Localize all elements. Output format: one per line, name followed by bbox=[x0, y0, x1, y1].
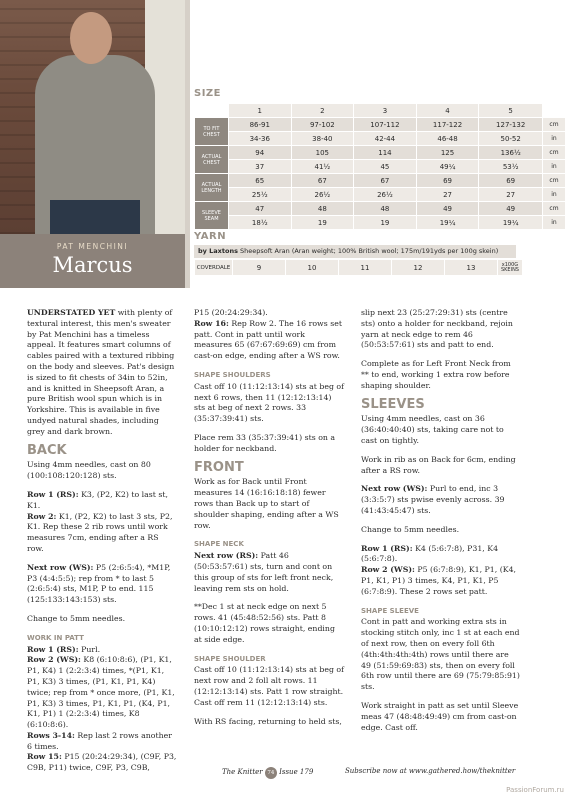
row-text: P15 (20:24:29:34). bbox=[194, 308, 268, 317]
cell: 46-48 bbox=[416, 132, 479, 146]
row-text: Rep last 2 rows another 6 times. bbox=[27, 730, 172, 751]
cell: 65 bbox=[228, 174, 291, 188]
cell: 117-122 bbox=[416, 118, 479, 132]
paragraph: **Dec 1 st at neck edge on next 5 rows. 41 (45:48:52:56) sts. Patt 8 (10:10:12:12) rows straight, ending at side edge. bbox=[194, 602, 335, 644]
paragraph: Using 4mm needles, cast on 36 (36:40:40:40) sts, taking care not to cast on tightly. bbox=[361, 414, 504, 445]
cell: 53½ bbox=[479, 160, 543, 174]
cell: 12 bbox=[392, 260, 445, 276]
cell: 18½ bbox=[228, 216, 291, 230]
watermark: PassionForum.ru bbox=[506, 786, 564, 794]
cell: 94 bbox=[228, 146, 291, 160]
unit: cm bbox=[542, 146, 565, 160]
unit: in bbox=[542, 216, 565, 230]
cell: 67 bbox=[291, 174, 354, 188]
row-text: Purl. bbox=[78, 644, 101, 654]
subheading: SHAPE SLEEVE bbox=[361, 606, 419, 615]
paragraph: Using 4mm needles, cast on 80 (100:108:120:128) sts. bbox=[27, 460, 151, 481]
shade-name: COVERDALE bbox=[195, 260, 233, 276]
yarn-heading: YARN bbox=[194, 231, 227, 242]
cell: 69 bbox=[416, 174, 479, 188]
row-text: K1, (P2, K2) to last 3 sts, P2, K1. Rep these 2 rib rows until work measures 7cm, ending after a RS row. bbox=[27, 511, 173, 553]
paragraph: Cast off 10 (11:12:13:14) sts at beg of next row and 2 foll alt rows. 11 (12:12:13:14) sts. Patt 1 row straight. Cast off rem 11 (12:12:13:14) sts. bbox=[194, 665, 344, 707]
cell: 25½ bbox=[228, 188, 291, 202]
subheading: WORK IN PATT bbox=[27, 633, 84, 642]
cell: 19¼ bbox=[479, 216, 543, 230]
cell: 49 bbox=[416, 202, 479, 216]
footer-magazine bbox=[222, 767, 313, 779]
cell: 41½ bbox=[291, 160, 354, 174]
cell: 50-52 bbox=[479, 132, 543, 146]
unit: x100G SKEINS bbox=[498, 260, 523, 276]
row-text: P15 (20:24:29:34), (C9F, P3, C9B, P11) twice, C9F, P3, C9B, bbox=[27, 752, 177, 773]
row-label: Next row (WS): bbox=[27, 562, 94, 572]
unit: in bbox=[542, 188, 565, 202]
cell: 42-44 bbox=[354, 132, 417, 146]
sleeves-heading: SLEEVES bbox=[361, 396, 425, 412]
intro bbox=[27, 308, 177, 438]
cell: 125 bbox=[416, 146, 479, 160]
paragraph bbox=[361, 544, 521, 598]
row-label: Row 1 (RS): bbox=[27, 489, 79, 499]
row-label: Row 2 (WS): bbox=[27, 655, 81, 665]
unit: cm bbox=[542, 174, 565, 188]
yarn-detail: Sheepsoft Aran (Aran weight; 100% British wool; 175m/191yds per 100g skein) bbox=[237, 247, 499, 255]
paragraph: Work in rib as on Back for 6cm, ending after a RS row. bbox=[361, 454, 516, 475]
row-label: Next row (RS): bbox=[194, 551, 259, 561]
unit: cm bbox=[542, 202, 565, 216]
issue-label: Issue 179 bbox=[279, 768, 314, 776]
paragraph: Change to 5mm needles. bbox=[361, 524, 460, 534]
paragraph bbox=[194, 551, 344, 594]
cell: 49 bbox=[479, 202, 543, 216]
title-banner bbox=[0, 234, 185, 288]
cell: 86-91 bbox=[228, 118, 291, 132]
row-label: Row 1 (RS): bbox=[361, 543, 413, 553]
subheading: SHAPE SHOULDER bbox=[194, 654, 266, 663]
paragraph: With RS facing, returning to held sts, bbox=[194, 716, 342, 726]
row-label: Row 2: bbox=[27, 511, 57, 521]
subheading: SHAPE NECK bbox=[194, 540, 244, 549]
paragraph bbox=[27, 563, 177, 606]
subheading: SHAPE SHOULDERS bbox=[194, 370, 271, 379]
cell: 19 bbox=[291, 216, 354, 230]
paragraph: Cont in patt and working extra sts in stocking stitch only, inc 1 st at each end of next row, then on every foll 6th (4th:4th:4th:4th) rows until there are 49 (51:59:69:83) sts, then on every foll 6th row until there are 69 (75:79:85:91) sts. bbox=[361, 617, 520, 692]
cell: 34-36 bbox=[228, 132, 291, 146]
cell: 49¼ bbox=[416, 160, 479, 174]
row-text: Purl to end, inc 3 (3:3:5:7) sts pwise evenly across. 39 (41:43:45:47) sts. bbox=[361, 484, 505, 515]
row-label: SLEEVE SEAM bbox=[195, 202, 229, 230]
yarn-table bbox=[194, 259, 523, 276]
unit: cm bbox=[542, 118, 565, 132]
yarn-brand: by Laxtons bbox=[198, 247, 238, 255]
row-label: ACTUAL LENGTH bbox=[195, 174, 229, 202]
row-label: Row 1 (RS): bbox=[27, 644, 79, 654]
column-3 bbox=[361, 308, 521, 741]
cell: 48 bbox=[291, 202, 354, 216]
cell: 105 bbox=[291, 146, 354, 160]
cell: 19 bbox=[354, 216, 417, 230]
paragraph: slip next 23 (25:27:29:31) sts (centre sts) onto a holder for neckband, rejoin yarn at neck edge to rem 46 (50:53:57:61) sts and patt to end. bbox=[361, 308, 513, 350]
intro-lead: UNDERSTATED YET bbox=[27, 308, 116, 317]
cell: 26½ bbox=[291, 188, 354, 202]
cell: 136½ bbox=[479, 146, 543, 160]
cell: 97-102 bbox=[291, 118, 354, 132]
row-text: Patt 46 (50:53:57:61) sts, turn and cont on this group of sts for left front neck, leaving rem sts on hold. bbox=[194, 551, 334, 593]
pattern-title: Marcus bbox=[52, 253, 133, 277]
cell: 11 bbox=[339, 260, 392, 276]
row-label: Row 16: bbox=[194, 318, 229, 328]
cell: 27 bbox=[416, 188, 479, 202]
row-label: Row 2 (WS): bbox=[361, 565, 415, 575]
cell: 48 bbox=[354, 202, 417, 216]
row-text: P5 (6:7:8:9), K1, P1, (K4, P1, K1, P1) 3 times, K4, P1, K1, P5 (6:7:8:9). These 2 rows set patt. bbox=[361, 565, 517, 596]
column-1 bbox=[27, 308, 177, 782]
cell: 37 bbox=[228, 160, 291, 174]
paragraph: Complete as for Left Front Neck from ** to end, working 1 extra row before shaping shoulder. bbox=[361, 359, 511, 390]
size-col: 1 bbox=[228, 104, 291, 118]
size-col: 3 bbox=[354, 104, 417, 118]
cell: 9 bbox=[233, 260, 286, 276]
row-label: Row 15: bbox=[27, 752, 62, 762]
cell: 19¼ bbox=[416, 216, 479, 230]
row-label: ACTUAL CHEST bbox=[195, 146, 229, 174]
paragraph bbox=[194, 308, 344, 362]
row-text: K4 (5:6:7:8), P31, K4 (5:6:7:8). bbox=[361, 543, 499, 564]
row-text: K3, (P2, K2) to last st, K1. bbox=[27, 489, 169, 510]
column-2 bbox=[194, 308, 344, 735]
cell: 127-132 bbox=[479, 118, 543, 132]
unit: in bbox=[542, 132, 565, 146]
row-label: Next row (WS): bbox=[361, 484, 428, 494]
cell: 10 bbox=[286, 260, 339, 276]
designer-name: PAT MENCHINI bbox=[56, 242, 129, 251]
intro-text: with plenty of textural interest, this men's sweater by Pat Menchini has a timeless appeal. It features smart columns of cables paired with a textured ribbing on the body and sleeves. Pat's design is sized to fit chests of 34in to 52in, and is knitted in Sheepsoft Aran, a pure British wool spun which is in Yorkshire. This is available in five undyed natural shades, including grey and dark brown. bbox=[27, 308, 175, 436]
cover-photo bbox=[0, 0, 185, 234]
row-text: K8 (6:10:8:6), (P1, K1, P1, K4) 1 (2:2:3:4) times, *(P1, K1, P1, K3) 3 times, (P1, K1, P1, K4) twice; rep from * once more, (P1, K1, P1, K3) 3 times, P1, K1, P1, (K4, P1, K1, P1) 1 (2:2:3:4) times, K8 (6:10:8:6). bbox=[27, 655, 175, 730]
cell: 114 bbox=[354, 146, 417, 160]
paragraph bbox=[27, 490, 177, 555]
paragraph bbox=[361, 484, 521, 516]
row-text: Rep Row 2. The 16 rows set patt. Cont in patt until work measures 65 (67:67:69:69) cm from cast-on edge, ending after a WS row. bbox=[194, 318, 342, 361]
size-table bbox=[194, 103, 566, 230]
row-text: P5 (2:6:5:4), *M1P, P3 (4:4:5:5); rep from * to last 5 (2:6:5:4) sts, M1P, P to end. 115 (125:133:143:153) sts. bbox=[27, 562, 171, 605]
unit: in bbox=[542, 160, 565, 174]
paragraph: Cast off 10 (11:12:13:14) sts at beg of next 6 rows, then 11 (12:12:13:14) sts at beg of next 2 rows. 33 (35:37:39:41) sts. bbox=[194, 381, 344, 424]
cell: 69 bbox=[479, 174, 543, 188]
size-col: 4 bbox=[416, 104, 479, 118]
paragraph: Change to 5mm needles. bbox=[27, 613, 126, 623]
paragraph: Place rem 33 (35:37:39:41) sts on a holder for neckband. bbox=[194, 432, 336, 453]
cell: 107-112 bbox=[354, 118, 417, 132]
divider bbox=[185, 0, 190, 288]
size-col: 5 bbox=[479, 104, 543, 118]
cell: 67 bbox=[354, 174, 417, 188]
paragraph: Work straight in patt as set until Sleeve meas 47 (48:48:49:49) cm from cast-on edge. Cast off. bbox=[361, 700, 519, 732]
cell: 45 bbox=[354, 160, 417, 174]
paragraph bbox=[27, 645, 177, 775]
back-heading: BACK bbox=[27, 442, 67, 458]
cell: 38-40 bbox=[291, 132, 354, 146]
row-label: Rows 3-14: bbox=[27, 730, 75, 740]
page-number: 74 bbox=[265, 767, 277, 779]
front-heading: FRONT bbox=[194, 459, 244, 475]
size-col: 2 bbox=[291, 104, 354, 118]
yarn-description bbox=[194, 245, 516, 258]
size-heading: SIZE bbox=[194, 88, 222, 99]
cell: 27 bbox=[479, 188, 543, 202]
paragraph: Work as for Back until Front measures 14 (16:16:18:18) fewer rows than Back up to start of shoulder shaping, ending after a WS row. bbox=[194, 477, 339, 530]
magazine-name: The Knitter bbox=[222, 768, 263, 776]
cell: 26½ bbox=[354, 188, 417, 202]
row-label: TO FIT CHEST bbox=[195, 118, 229, 146]
cell: 13 bbox=[445, 260, 498, 276]
footer-subscribe[interactable]: Subscribe now at www.gathered.how/theknitter bbox=[345, 767, 516, 775]
cell: 47 bbox=[228, 202, 291, 216]
